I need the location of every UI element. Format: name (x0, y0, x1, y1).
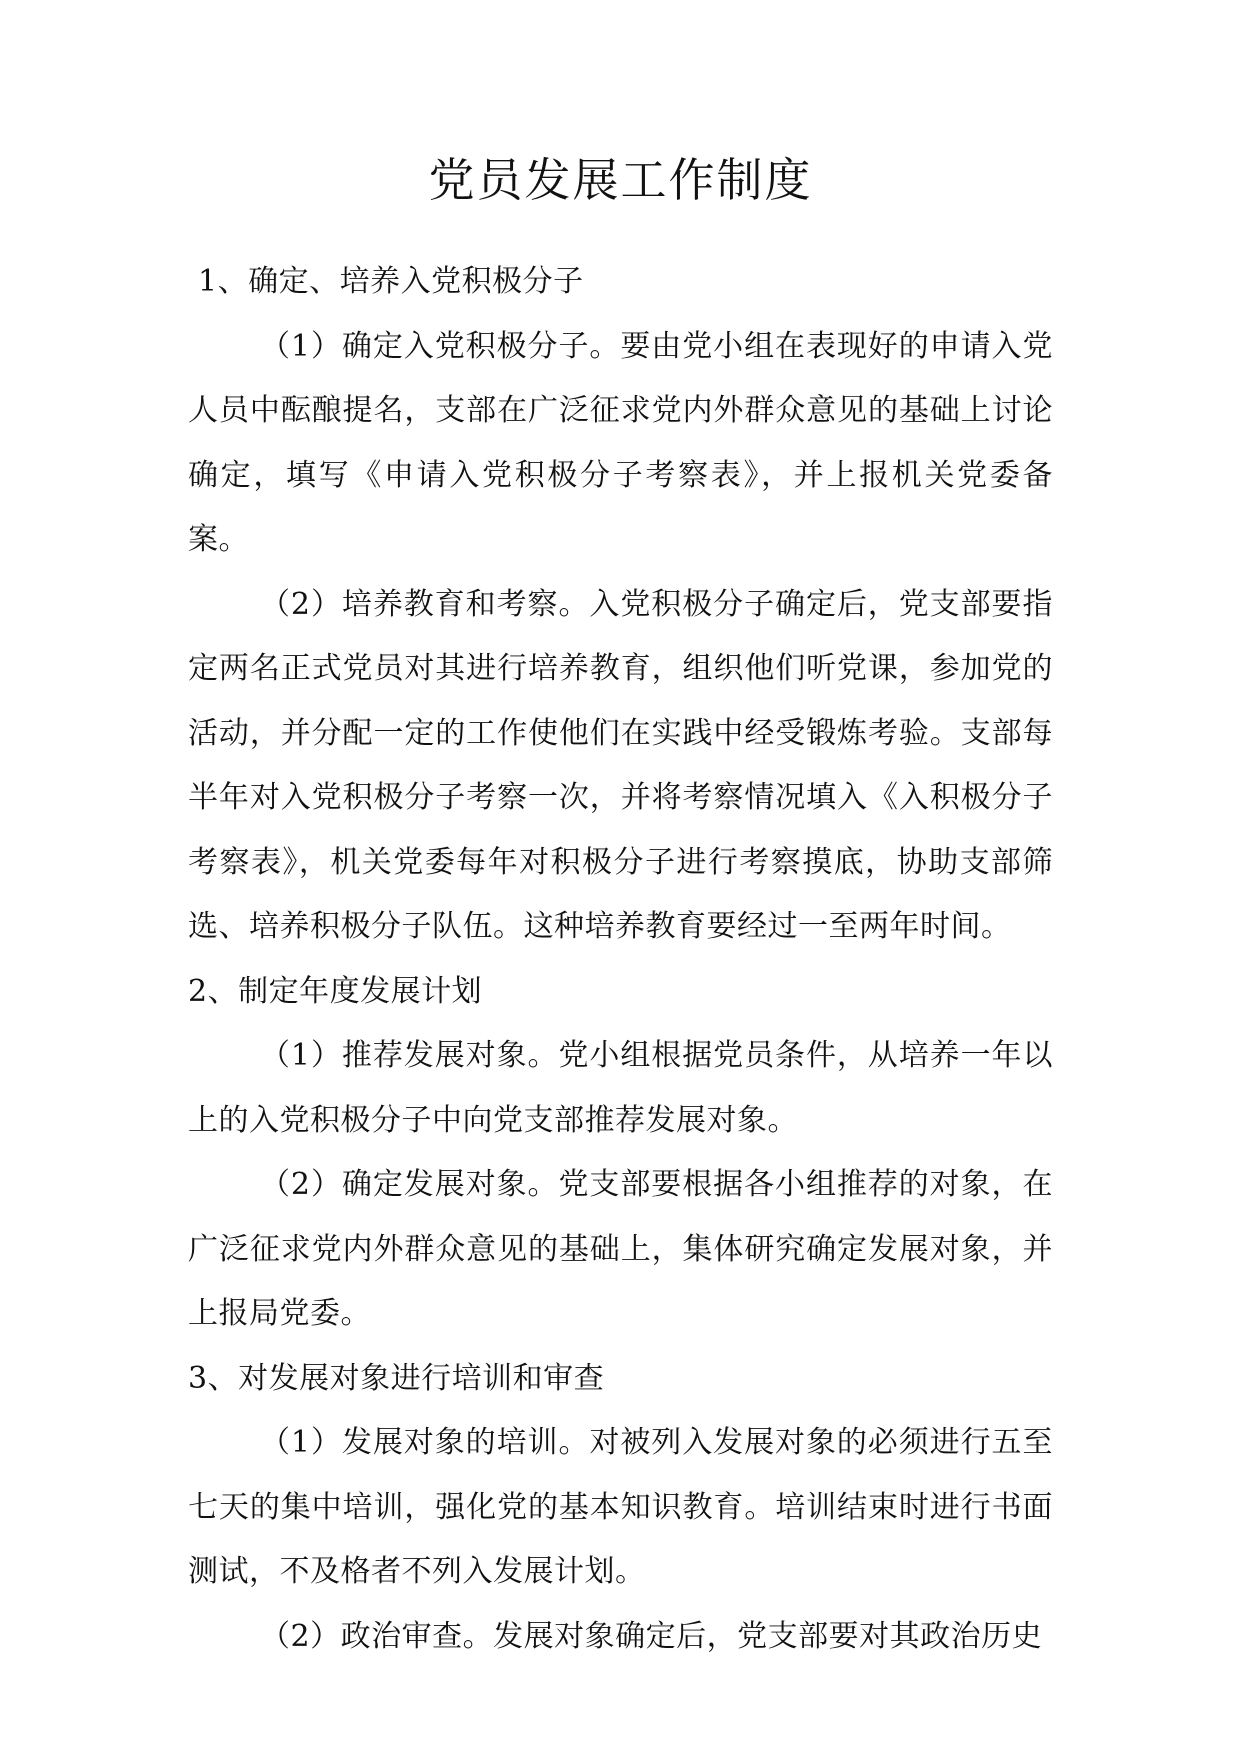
paragraph: （2）确定发展对象。党支部要根据各小组推荐的对象，在广泛征求党内外群众意见的基础上，集体研究确定发展对象，并上报局党委。 (188, 1167, 1053, 1331)
document-title: 党员发展工作制度 (428, 153, 813, 207)
section-heading: 2、制定年度发展计划 (188, 973, 483, 1009)
paragraph: （2）培养教育和考察。入党积极分子确定后，党支部要指定两名正式党员对其进行培养教育，组织他们听党课，参加党的活动，并分配一定的工作使他们在实践中经受锻炼考验。支部每半年对入党积极分子考察一次，并将考察情况填入《入积极分子考察表》，机关党委每年对积极分子进行考察摸底，协助支部筛选、培养积极分子队伍。这种培养教育要经过一至两年时间。 (188, 586, 1053, 944)
document-body (188, 250, 1053, 1669)
paragraph: （1）发展对象的培训。对被列入发展对象的必须进行五至七天的集中培训，强化党的基本知识教育。培训结束时进行书面测试，不及格者不列入发展计划。 (188, 1425, 1053, 1589)
paragraph: （2）政治审查。发展对象确定后，党支部要对其政治历史 (260, 1618, 1043, 1654)
section-heading: 1、确定、培养入党积极分子 (198, 264, 584, 299)
section-heading: 3、对发展对象进行培训和审查 (188, 1360, 605, 1396)
paragraph: （1）确定入党积极分子。要由党小组在表现好的申请入党人员中酝酿提名，支部在广泛征求党内外群众意见的基础上讨论确定，填写《申请入党积极分子考察表》，并上报机关党委备案。 (188, 328, 1053, 557)
paragraph: （1）推荐发展对象。党小组根据党员条件，从培养一年以上的入党积极分子中向党支部推荐发展对象。 (188, 1038, 1053, 1138)
